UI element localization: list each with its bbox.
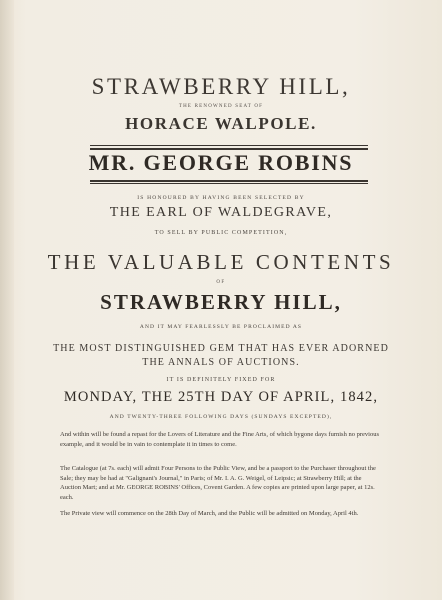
title-george-robins: MR. GEORGE ROBINS (88, 150, 354, 175)
text-earl-waldegrave: THE EARL OF WALDEGRAVE, (109, 205, 333, 220)
text-of: OF (216, 280, 226, 285)
paragraph-catalogue: The Catalogue (at 7s. each) will admit Four Persons to the Public View, and be a passport to the Purchaser throughout the Sale; they may be had at "Galignani's Journal," in Paris; of Mr. I. A. G. Weigel, of Leipsic; at Strawberry Hill; at the Auction Mart; and at Mr. GEORGE ROBINS' Offices, Covent Garden. A few copies are printed upon large paper, at 12s. each. (60, 465, 376, 501)
paragraph-repast: And within will be found a repast for the Lovers of Literature and the Fine Arts, of which bygone days furnish no previous example, and it would be in vain to contemplate it in times to come. (60, 431, 379, 448)
title-valuable-contents: THE VALUABLE CONTENTS (47, 250, 395, 274)
text-proclaimed: AND IT MAY FEARLESSLY BE PROCLAIMED AS (139, 324, 303, 330)
text-following-days: AND TWENTY-THREE FOLLOWING DAYS (SUNDAYS EXCEPTED), (109, 414, 333, 420)
text-distinguished-gem-line1: THE MOST DISTINGUISHED GEM THAT HAS EVER ADORNED (53, 343, 389, 354)
rule-bottom-thick (90, 180, 368, 182)
text-honoured: IS HONOURED BY HAVING BEEN SELECTED BY (137, 195, 305, 201)
text-distinguished-gem (0, 342, 442, 370)
rule-bottom-thin (90, 183, 368, 184)
title-strawberry-hill-2: STRAWBERRY HILL, (100, 290, 342, 314)
subtitle-renowned-seat: THE RENOWNED SEAT OF (178, 104, 264, 109)
rule-top-thin (90, 145, 368, 146)
text-sale-date: MONDAY, THE 25TH DAY OF APRIL, 1842, (63, 389, 379, 405)
text-distinguished-gem-line2: THE ANNALS OF AUCTIONS. (142, 357, 300, 368)
title-strawberry-hill: STRAWBERRY HILL, (91, 74, 351, 99)
text-public-competition: TO SELL BY PUBLIC COMPETITION, (154, 230, 288, 236)
title-horace-walpole: HORACE WALPOLE. (125, 114, 317, 133)
text-fixed-for: IT IS DEFINITELY FIXED FOR (166, 377, 276, 383)
paragraph-private-view: The Private view will commence on the 28th Day of March, and the Public will be admitted on Monday, April 4th. (60, 510, 359, 517)
